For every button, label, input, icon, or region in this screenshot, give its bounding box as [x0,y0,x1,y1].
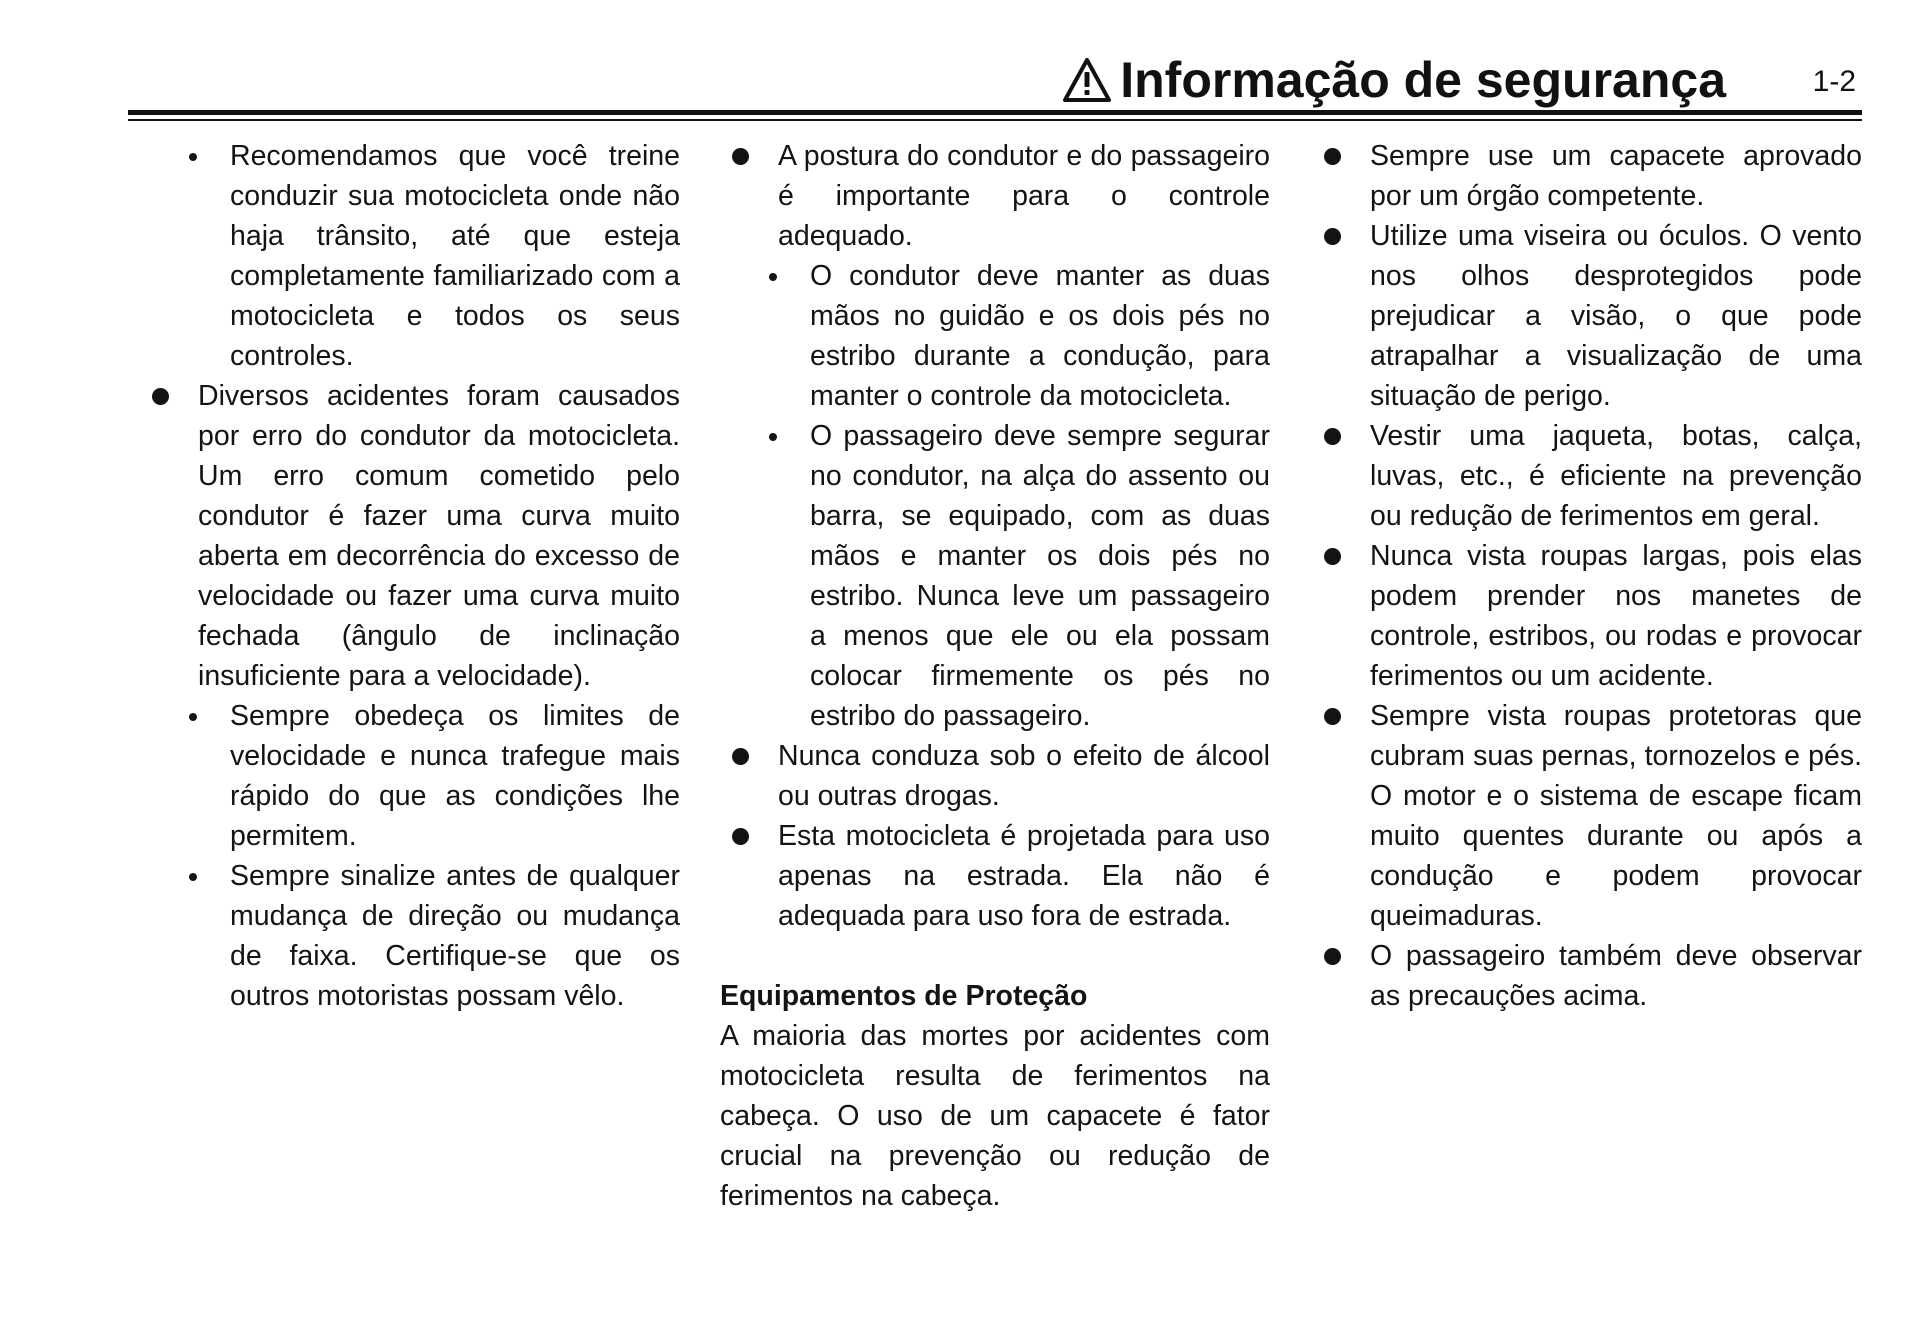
list-item: Sempre vista roupas protetoras que cubram suas pernas, tornozelos e pés. O motor e o sistema de escape ficam muito quentes durante ou após a condução e podem provocar queimaduras. [1312,696,1862,936]
page-title-text: Informação de segurança [1120,52,1726,108]
small-bullet-icon [764,256,782,296]
list-item: Nunca conduza sob o efeito de álcool ou outras drogas. [720,736,1270,816]
list-item: A postura do condutor e do passageiro é importante para o controle adequado. [720,136,1270,256]
large-bullet-icon [730,816,750,856]
list-item: Sempre obedeça os limites de velocidade e nunca trafegue mais rápido do que as condições lhe permitem. [140,696,680,856]
small-bullet-icon [184,856,202,896]
large-bullet-icon [730,136,750,176]
section-paragraph: A maioria das mortes por acidentes com motocicleta resulta de ferimentos na cabeça. O uso de um capacete é fator crucial na prevenção ou redução de ferimentos na cabeça. [720,1020,1270,1212]
list-item: Esta motocicleta é projetada para uso apenas na estrada. Ela não é adequada para uso fora de estrada. [720,816,1270,936]
list-item: Sempre sinalize antes de qualquer mudança de direção ou mudança de faixa. Certifique-se que os outros motoristas possam vêlo. [140,856,680,1016]
column-3 [1312,136,1862,1016]
list-item: O condutor deve manter as duas mãos no guidão e os dois pés no estribo durante a condução, para manter o controle da motocicleta. [720,256,1270,416]
large-bullet-icon [730,736,750,776]
small-bullet-icon [184,136,202,176]
large-bullet-icon [1322,936,1342,976]
page-number: 1-2 [1812,65,1856,98]
list-item: O passageiro deve sempre segurar no condutor, na alça do assento ou barra, se equipado, com as duas mãos e manter os dois pés no estribo. Nunca leve um passageiro a menos que ele ou ela possam colocar firmemente os pés no estribo do passageiro. [720,416,1270,736]
large-bullet-icon [1322,136,1342,176]
list-item: Diversos acidentes foram causados por erro do condutor da motocicleta. Um erro comum cometido pelo condutor é fazer uma curva muito aberta em decorrência do excesso de velocidade ou fazer uma curva muito fechada (ângulo de inclinação insuficiente para a velocidade). [140,376,680,696]
large-bullet-icon [1322,216,1342,256]
column-1 [140,136,680,1016]
list-item: Vestir uma jaqueta, botas, calça, luvas, etc., é eficiente na prevenção ou redução de ferimentos em geral. [1312,416,1862,536]
warning-triangle-icon [1062,57,1112,103]
header-rule-thick [128,110,1862,115]
list-item: O passageiro também deve observar as precauções acima. [1312,936,1862,1016]
list-item: Utilize uma viseira ou óculos. O vento nos olhos desprotegidos pode prejudicar a visão, o que pode atrapalhar a visualização de uma situação de perigo. [1312,216,1862,416]
large-bullet-icon [1322,696,1342,736]
large-bullet-icon [1322,536,1342,576]
list-item: Recomendamos que você treine conduzir sua motocicleta onde não haja trânsito, até que esteja completamente familiarizado com a motocicleta e todos os seus controles. [140,136,680,376]
header-rule-thin [128,119,1862,121]
section-heading: Equipamentos de Proteção [720,980,1088,1012]
list-item: Nunca vista roupas largas, pois elas podem prender nos manetes de controle, estribos, ou rodas e provocar ferimentos ou um acidente. [1312,536,1862,696]
large-bullet-icon [1322,416,1342,456]
small-bullet-icon [184,696,202,736]
small-bullet-icon [764,416,782,456]
page-header [128,42,1862,122]
large-bullet-icon [150,376,170,416]
list-item: Sempre use um capacete aprovado por um órgão competente. [1312,136,1862,216]
column-2 [720,136,1270,1216]
page-title [1062,50,1726,110]
